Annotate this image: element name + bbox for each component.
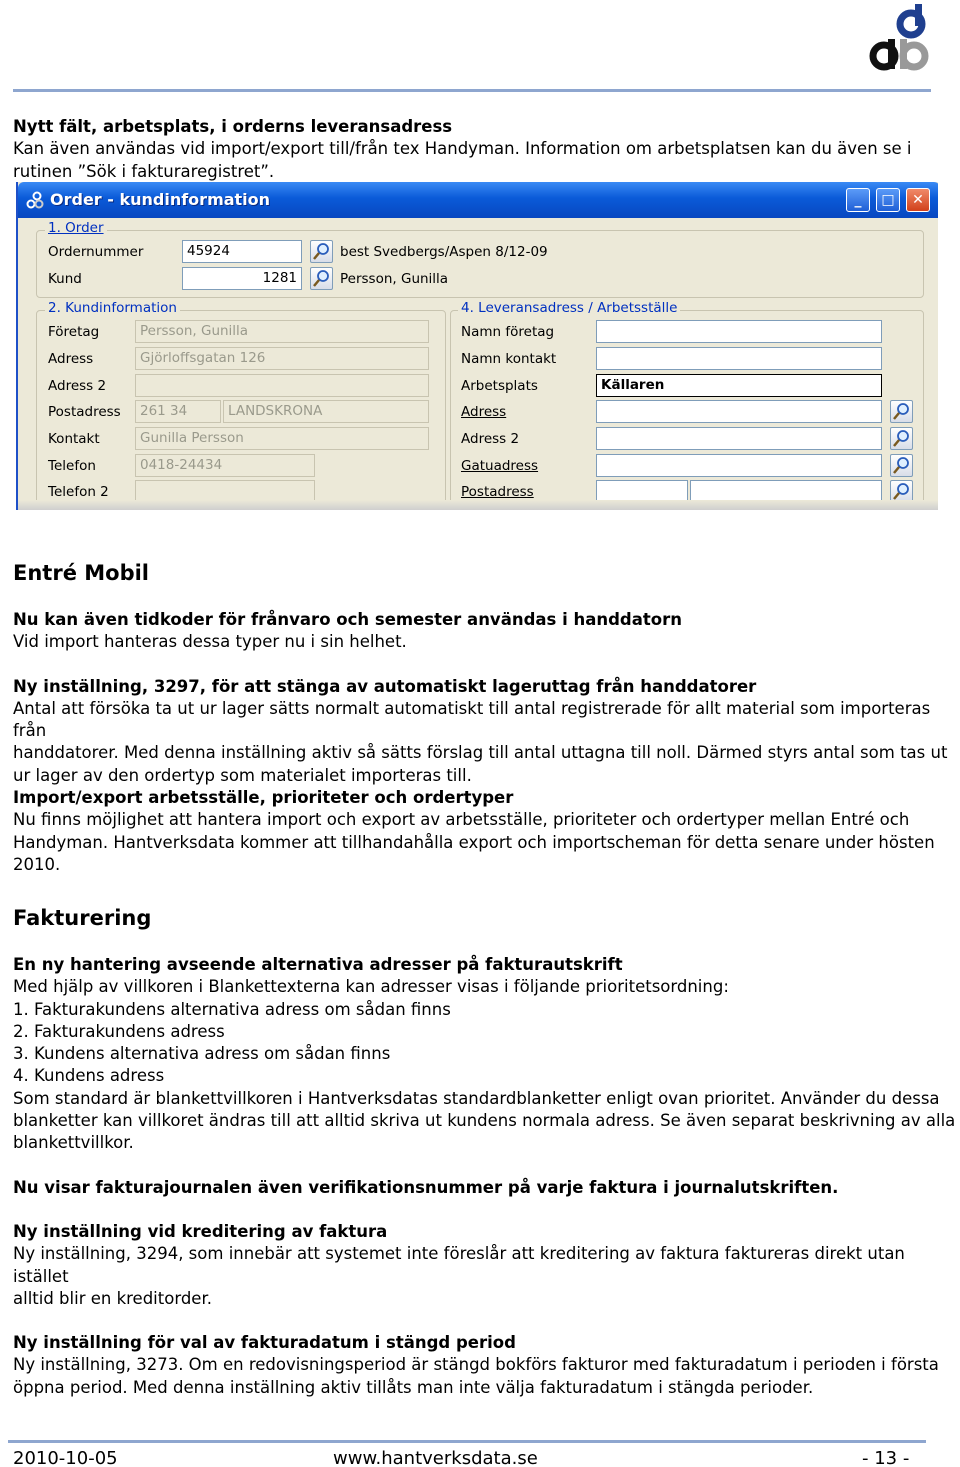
leverans-adress-field[interactable] — [596, 400, 882, 423]
adress-field[interactable]: Gjörloffsgatan 126 — [135, 347, 429, 370]
search-icon[interactable] — [890, 400, 913, 423]
paragraph-line: handdatorer. Med denna inställning aktiv så sätts förslag till antal uttagna till noll. Därmed styrs antal som tas ut — [13, 743, 948, 763]
foretag-label: Företag — [48, 324, 100, 340]
header-rule — [13, 89, 931, 92]
paragraph-line: Handyman. Hantverksdata kommer att tillhandahålla export och importscheman för detta senare under hösten — [13, 832, 935, 852]
kontakt-field[interactable]: Gunilla Persson — [135, 427, 429, 450]
group-leverans-label: 4. Leveransadress / Arbetsställe — [458, 300, 680, 316]
paragraph-line: blankettvillkor. — [13, 1133, 134, 1153]
gatuadress-field[interactable] — [596, 454, 882, 477]
telefon-field[interactable]: 0418-24434 — [135, 454, 315, 477]
group-kund-label: 2. Kundinformation — [45, 300, 180, 316]
foretag-field[interactable]: Persson, Gunilla — [135, 320, 429, 343]
gatuadress-label[interactable]: Gatuadress — [461, 458, 539, 474]
subheading: Ny inställning för val av fakturadatum i stängd period — [13, 1333, 516, 1353]
subheading: Ny inställning vid kreditering av faktura — [13, 1221, 388, 1241]
fakturering-heading: Fakturering — [13, 906, 152, 930]
kund-description: Persson, Gunilla — [340, 271, 449, 287]
paragraph-line: blanketter kan villkoret ändras till att alltid skriva ut kundens normala adress. Se även separat beskrivning av alla — [13, 1111, 956, 1131]
subheading: Nu visar fakturajournalen även verifikationsnummer på varje faktura i journalutskriften. — [13, 1177, 839, 1197]
paragraph-line: Med hjälp av villkoren i Blankettexterna kan adresser visas i följande prioritetsordning: — [13, 977, 729, 997]
list-item: 3. Kundens alternativa adress om sådan finns — [13, 1044, 391, 1064]
maximize-button[interactable]: □ — [876, 188, 900, 212]
namn-foretag-label: Namn företag — [461, 324, 555, 340]
ordernummer-field[interactable]: 45924 — [182, 240, 302, 263]
leverans-adress-label[interactable]: Adress — [461, 404, 507, 420]
paragraph-line: öppna period. Med denna inställning aktiv tillåts man inte välja fakturadatum i stängda perioder. — [13, 1377, 814, 1397]
leverans-adress2-label: Adress 2 — [461, 431, 520, 447]
namn-foretag-field[interactable] — [596, 320, 882, 343]
search-icon[interactable] — [310, 267, 333, 290]
postadress-label: Postadress — [48, 404, 121, 420]
arbetsplats-field[interactable]: Källaren — [596, 374, 882, 397]
paragraph-line: ur lager av den ordertyp som materialet importeras till. — [13, 765, 472, 785]
window-titlebar — [18, 182, 938, 218]
subheading: Nu kan även tidkoder för frånvaro och semester användas i handdatorn — [13, 610, 682, 629]
telefon2-label: Telefon 2 — [48, 484, 109, 500]
paragraph-line: Ny inställning, 3273. Om en redovisningsperiod är stängd bokförs fakturor med fakturadatum i perioden i första — [13, 1355, 939, 1375]
footer-rule — [8, 1440, 926, 1443]
list-item: 2. Fakturakundens adress — [13, 1021, 225, 1041]
adress2-label: Adress 2 — [48, 378, 107, 394]
subheading: Ny inställning, 3297, för att stänga av automatiskt lageruttag från handdatorer — [13, 676, 757, 696]
order-window-screenshot — [16, 182, 938, 510]
leverans-adress2-field[interactable] — [596, 427, 882, 450]
fakturering-section — [13, 954, 958, 1399]
group-order-label: 1. Order — [45, 220, 107, 236]
adress-label: Adress — [48, 351, 94, 367]
namn-kontakt-label: Namn kontakt — [461, 351, 557, 367]
paragraph-line: alltid blir en kreditorder. — [13, 1288, 212, 1308]
paragraph-line: Som standard är blankettvillkoren i Hantverksdatas standardblanketter enligt ovan prioritet. Använder du dessa — [13, 1088, 940, 1108]
paragraph-line: Vid import hanteras dessa typer nu i sin helhet. — [13, 632, 407, 652]
list-item: 4. Kundens adress — [13, 1066, 165, 1086]
minimize-button[interactable]: _ — [846, 188, 870, 212]
kund-field[interactable]: 1281 — [182, 267, 302, 290]
section-heading: Nytt fält, arbetsplats, i orderns leveransadress — [13, 117, 453, 136]
ordernummer-label: Ordernummer — [48, 244, 144, 260]
paragraph-line: 2010. — [13, 854, 61, 874]
search-icon[interactable] — [890, 454, 913, 477]
subheading: En ny hantering avseende alternativa adresser på fakturautskrift — [13, 955, 623, 974]
footer-url[interactable]: www.hantverksdata.se — [333, 1448, 538, 1467]
kund-label: Kund — [48, 271, 82, 287]
search-icon[interactable] — [890, 427, 913, 450]
paragraph-line: Antal att försöka ta ut ur lager sätts normalt automatiskt till antal registrerade för allt material som importeras från — [13, 698, 931, 741]
list-item: 1. Fakturakundens alternativa adress om sådan finns — [13, 999, 451, 1019]
paragraph-line: Ny inställning, 3294, som innebär att systemet inte föreslår att kreditering av faktura faktureras direkt utan istället — [13, 1244, 905, 1286]
paragraph-line: rutinen ”Sök i fakturaregistret”. — [13, 161, 275, 181]
telefon-label: Telefon — [48, 458, 96, 474]
adress2-field[interactable] — [135, 374, 429, 397]
leverans-postadress-label[interactable]: Postadress — [461, 484, 534, 500]
postnummer-field[interactable]: 261 34 — [135, 400, 221, 423]
footer-page-number: - 13 - — [862, 1448, 910, 1467]
group-order — [36, 230, 924, 298]
window-title: Order - kundinformation — [50, 190, 271, 209]
footer-date: 2010-10-05 — [13, 1448, 118, 1467]
screenshot-shadow — [18, 500, 938, 510]
ordernummer-description: best Svedbergs/Aspen 8/12-09 — [340, 244, 548, 260]
search-icon[interactable] — [310, 240, 333, 263]
entre-mobil-section — [13, 609, 958, 876]
section-arbetsplats — [13, 116, 958, 183]
kontakt-label: Kontakt — [48, 431, 100, 447]
subheading: Import/export arbetsställe, prioriteter och ordertyper — [13, 788, 514, 808]
namn-kontakt-field[interactable] — [596, 347, 882, 370]
hantverksdata-logo — [866, 4, 936, 74]
close-button[interactable]: ✕ — [906, 188, 930, 212]
ort-field[interactable]: LANDSKRONA — [223, 400, 429, 423]
app-icon — [26, 191, 44, 209]
entre-mobil-heading: Entré Mobil — [13, 561, 149, 585]
paragraph-line: Kan även användas vid import/export till/från tex Handyman. Information om arbetsplatsen kan du även se i — [13, 139, 912, 159]
arbetsplats-label: Arbetsplats — [461, 378, 538, 394]
paragraph-line: Nu finns möjlighet att hantera import och export av arbetsställe, prioriteter och ordertyper mellan Entré och — [13, 810, 910, 830]
